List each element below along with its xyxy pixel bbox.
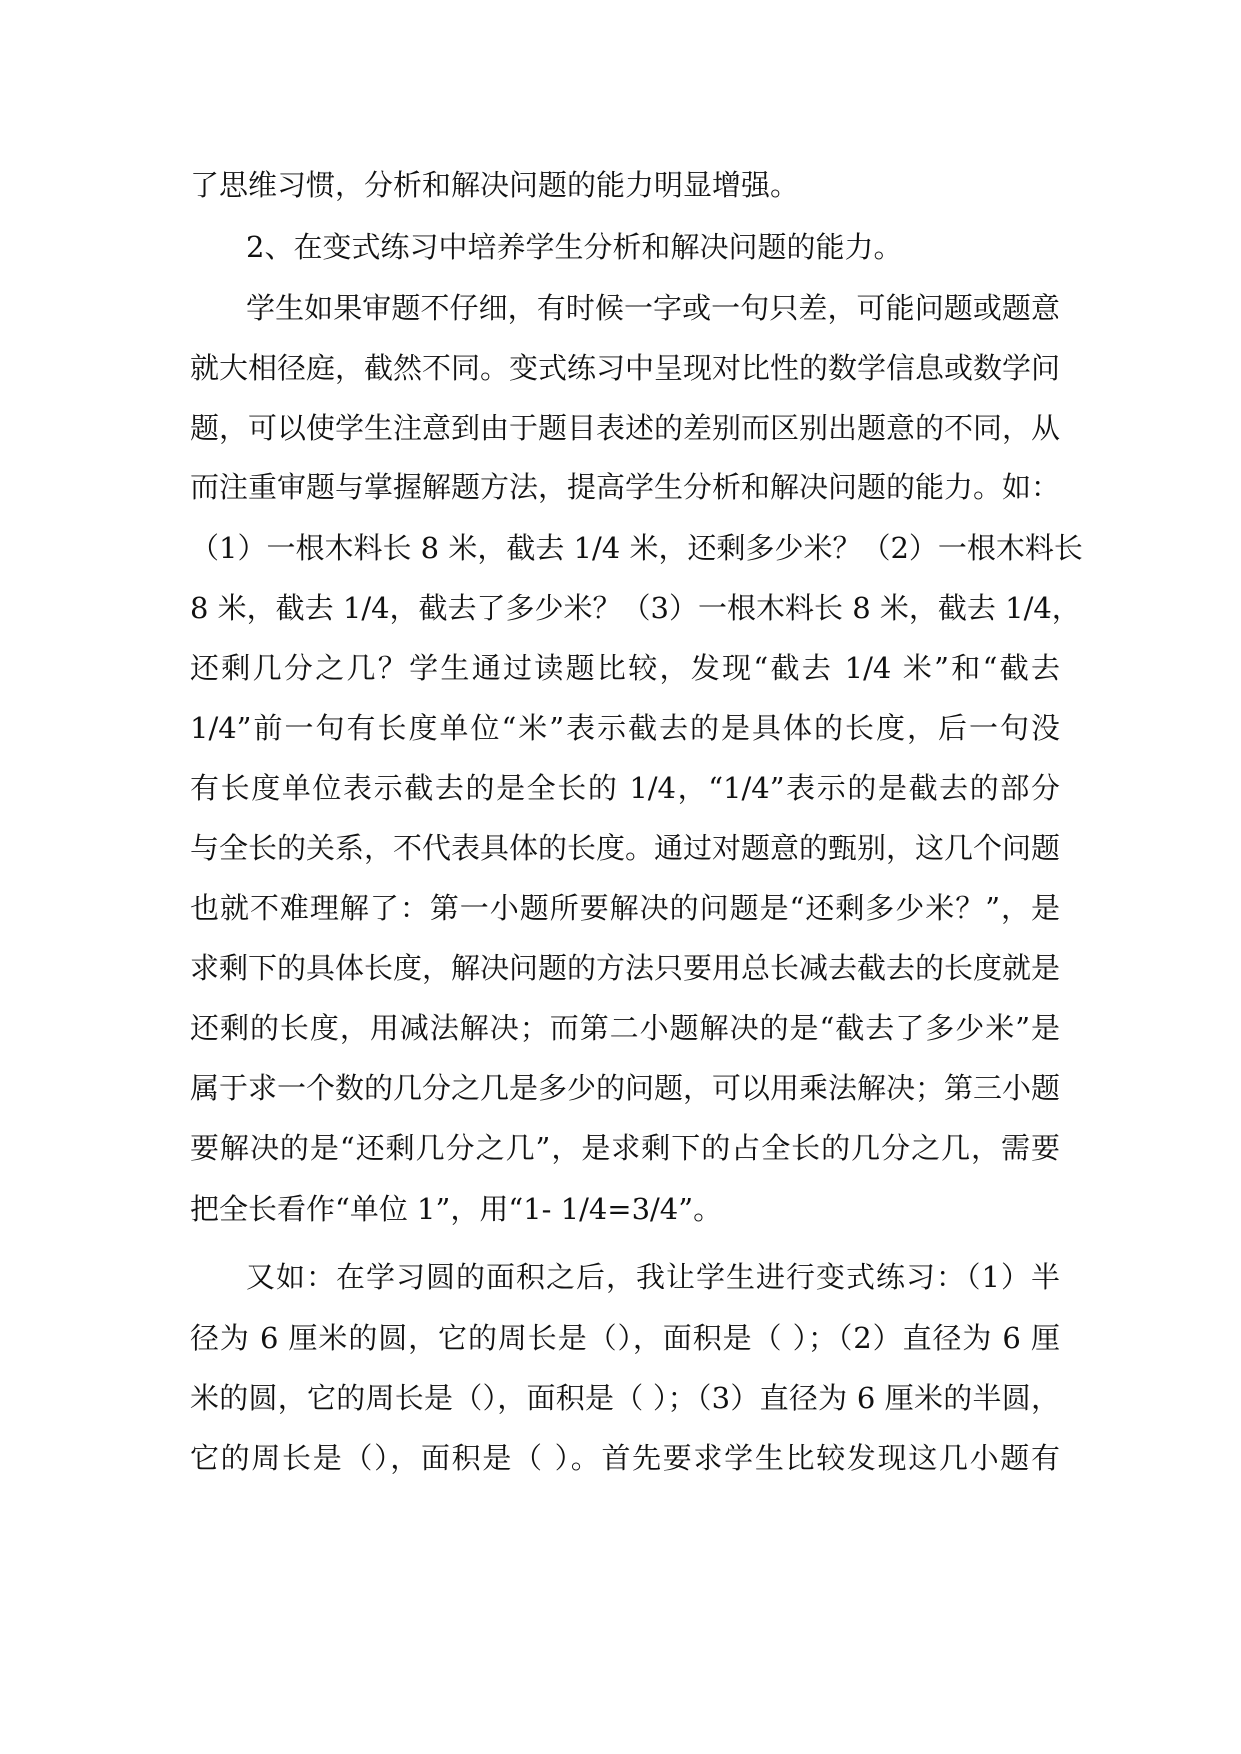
text-line-14: 求剩下的具体长度，解决问题的方法只要用总长减去截去的长度就是 — [190, 951, 1061, 985]
text-line-4: 就大相径庭，截然不同。变式练习中呈现对比性的数学信息或数学问 — [190, 351, 1061, 385]
text-line-11: 有长度单位表示截去的是全长的 1/4，“1/4”表示的是截去的部分 — [190, 771, 1060, 805]
text-line-16: 属于求一个数的几分之几是多少的问题，可以用乘法解决；第三小题 — [190, 1071, 1061, 1105]
section-heading: 2、在变式练习中培养学生分析和解决问题的能力。 — [246, 230, 903, 264]
text-line-6: 而注重审题与掌握解题方法，提高学生分析和解决问题的能力。如： — [190, 470, 1061, 504]
text-line-9: 还剩几分之几？学生通过读题比较，发现“截去 1/4 米”和“截去 — [190, 651, 1060, 685]
text-line-7: （1）一根木料长 8 米，截去 1/4 米，还剩多少米？（2）一根木料长 — [190, 531, 1083, 565]
text-line-3: 学生如果审题不仔细，有时候一字或一句只差，可能问题或题意 — [246, 291, 1060, 325]
text-line-15: 还剩的长度，用减法解决；而第二小题解决的是“截去了多少米”是 — [190, 1011, 1060, 1045]
text-line-19: 又如：在学习圆的面积之后，我让学生进行变式练习：（1）半 — [246, 1260, 1060, 1294]
text-line-5: 题，可以使学生注意到由于题目表述的差别而区别出题意的不同，从 — [190, 411, 1061, 445]
text-line-8: 8 米，截去 1/4，截去了多少米？（3）一根木料长 8 米，截去 1/4， — [190, 591, 1081, 625]
text-line-1: 了思维习惯，分析和解决问题的能力明显增强。 — [190, 168, 800, 202]
text-line-22: 它的周长是（），面积是（ ）。首先要求学生比较发现这几小题有 — [190, 1441, 1060, 1475]
text-line-21: 米的圆，它的周长是（），面积是（ ）；（3）直径为 6 厘米的半圆， — [190, 1381, 1060, 1415]
text-line-17: 要解决的是“还剩几分之几”，是求剩下的占全长的几分之几，需要 — [190, 1131, 1060, 1165]
text-line-10: 1/4”前一句有长度单位“米”表示截去的是具体的长度，后一句没 — [190, 711, 1060, 745]
text-line-13: 也就不难理解了：第一小题所要解决的问题是“还剩多少米？”，是 — [190, 891, 1060, 925]
text-line-18: 把全长看作“单位 1”，用“1- 1/4=3/4”。 — [190, 1192, 723, 1226]
text-line-20: 径为 6 厘米的圆，它的周长是（），面积是（ ）；（2）直径为 6 厘 — [190, 1321, 1060, 1355]
text-line-12: 与全长的关系，不代表具体的长度。通过对题意的甄别，这几个问题 — [190, 831, 1061, 865]
